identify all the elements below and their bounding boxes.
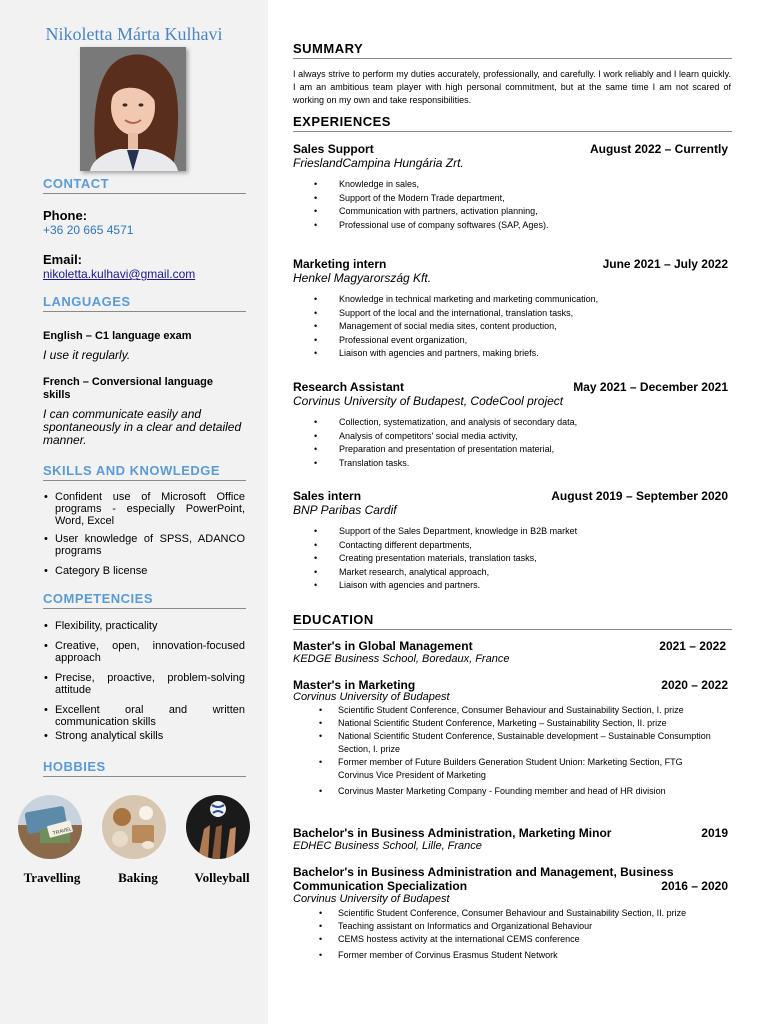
education-heading: EDUCATION <box>293 612 732 630</box>
phone-label: Phone: <box>43 208 88 223</box>
hobby-travelling: Travelling <box>23 870 81 885</box>
language-english-desc: I use it regularly. <box>43 348 131 362</box>
edu-date: 2021 – 2022 <box>659 639 726 653</box>
language-french: French – Conversional language skills <box>43 376 213 401</box>
list-item: • Knowledge in sales, <box>314 178 734 192</box>
language-english: English – C1 language exam <box>43 330 192 342</box>
list-item: • Teaching assistant on Informatics and Organizational Behaviour <box>314 920 719 933</box>
volleyball-image <box>186 795 250 859</box>
edu-title: Master's in Global Management <box>293 639 473 653</box>
list-item: • User knowledge of SPSS, ADANCO programs <box>43 533 245 557</box>
edu-bullets <box>314 907 719 962</box>
languages-heading: LANGUAGES <box>43 294 246 312</box>
list-item: • Creating presentation materials, translation tasks, <box>314 552 734 566</box>
baking-image <box>102 795 166 859</box>
list-item: • Flexibility, practicality <box>43 620 245 632</box>
email-link[interactable]: nikoletta.kulhavi@gmail.com <box>43 267 196 281</box>
job-org: FrieslandCampina Hungária Zrt. <box>293 156 464 170</box>
list-item: • Former member of Corvinus Erasmus Student Network <box>314 949 719 962</box>
edu-org: Corvinus University of Budapest <box>293 691 450 703</box>
job-bullets <box>314 416 734 470</box>
list-item: • Market research, analytical approach, <box>314 566 734 580</box>
job-bullets <box>314 525 734 593</box>
list-item: • Support of the local and the international, translation tasks, <box>314 307 734 321</box>
list-item: • Precise, proactive, problem-solving attitude <box>43 672 245 696</box>
edu-title-line2: Communication Specialization <box>293 879 468 893</box>
list-item: • Professional use of company softwares (SAP, Ages). <box>314 219 734 233</box>
list-item: • Excellent oral and written communication skills <box>43 704 245 728</box>
job-title: Sales Support <box>293 142 374 156</box>
edu-org: KEDGE Business School, Boredaux, France <box>293 653 510 665</box>
list-item: • Confident use of Microsoft Office programs - especially PowerPoint, Word, Excel <box>43 491 245 527</box>
job-org: Corvinus University of Budapest, CodeCool project <box>293 394 564 408</box>
phone-number[interactable]: +36 20 665 4571 <box>43 223 134 237</box>
list-item: • Scientific Student Conference, Consumer Behaviour and Sustainability Section, I. prize <box>314 704 719 717</box>
list-item: • Support of the Sales Department, knowledge in B2B market <box>314 525 734 539</box>
list-item: • National Scientific Student Conference, Marketing – Sustainability Section, II. prize <box>314 717 719 730</box>
candidate-name: Nikoletta Márta Kulhavi <box>45 24 223 44</box>
list-item: • Former member of Future Builders Generation Student Union: Marketing Section, FTG Corvinus Vice President of Marketing <box>314 756 719 782</box>
summary-heading: SUMMARY <box>293 41 732 59</box>
summary-text: I always strive to perform my duties accurately, professionally, and carefully. I work reliably and I learn quickly. I am an ambitious team player with high personal commitment, but at the same time I am not scared of working on my own and take responsibilities. <box>293 69 731 105</box>
edu-date: 2019 <box>701 826 728 840</box>
job-org: BNP Paribas Cardif <box>293 503 397 517</box>
list-item: • Preparation and presentation of presentation material, <box>314 443 734 457</box>
edu-title: Master's in Marketing <box>293 678 416 692</box>
list-item: • Communication with partners, activation planning, <box>314 205 734 219</box>
hobby-baking: Baking <box>118 870 158 885</box>
list-item: • Liaison with agencies and partners, making briefs. <box>314 347 734 361</box>
travelling-image <box>18 795 82 859</box>
job-title: Marketing intern <box>293 257 387 271</box>
edu-org: Corvinus University of Budapest <box>293 893 450 905</box>
list-item: • Professional event organization, <box>314 334 734 348</box>
list-item: • Liaison with agencies and partners. <box>314 579 734 593</box>
list-item: • Creative, open, innovation-focused approach <box>43 640 245 664</box>
list-item: • Management of social media sites, content production, <box>314 320 734 334</box>
edu-org: EDHEC Business School, Lille, France <box>293 840 482 852</box>
edu-date: 2020 – 2022 <box>661 678 728 692</box>
list-item: • Analysis of competitors' social media activity, <box>314 430 734 444</box>
competencies-heading: COMPETENCIES <box>43 591 246 609</box>
list-item: • Knowledge in technical marketing and marketing communication, <box>314 293 734 307</box>
job-date: May 2021 – December 2021 <box>573 380 728 394</box>
list-item: • Contacting different departments, <box>314 539 734 553</box>
list-item: • Translation tasks. <box>314 457 734 471</box>
edu-title: Bachelor's in Business Administration, Marketing Minor <box>293 826 612 840</box>
list-item: • Scientific Student Conference, Consumer Behaviour and Sustainability Section, II. prize <box>314 907 719 920</box>
hobby-volleyball: Volleyball <box>194 870 250 885</box>
competencies-list <box>43 620 245 742</box>
contact-heading: CONTACT <box>43 176 246 194</box>
job-bullets <box>314 178 734 232</box>
job-bullets <box>314 293 734 361</box>
language-french-desc: I can communicate easily and spontaneously in a clear and detailed manner. <box>43 407 242 447</box>
list-item: • Category B license <box>43 565 245 577</box>
list-item: • Support of the Modern Trade department, <box>314 192 734 206</box>
list-item: • National Scientific Student Conference, Sustainable development – Sustainable Consumption Section, I. prize <box>314 730 719 756</box>
edu-date: 2016 – 2020 <box>661 879 728 893</box>
email-label: Email: <box>43 252 83 267</box>
job-org: Henkel Magyarország Kft. <box>293 271 432 285</box>
job-date: August 2022 – Currently <box>589 142 728 156</box>
experiences-heading: EXPERIENCES <box>293 114 732 132</box>
profile-photo <box>80 47 186 171</box>
travel-tag-text: TRAVEL <box>52 826 73 837</box>
list-item: • Collection, systematization, and analysis of secondary data, <box>314 416 734 430</box>
job-date: August 2019 – September 2020 <box>551 489 728 503</box>
job-title: Sales intern <box>293 489 362 503</box>
list-item: • Strong analytical skills <box>43 730 245 742</box>
list-item: • Corvinus Master Marketing Company - Founding member and head of HR division <box>314 785 719 798</box>
list-item: • CEMS hostess activity at the international CEMS conference <box>314 933 719 946</box>
job-title: Research Assistant <box>293 380 404 394</box>
job-date: June 2021 – July 2022 <box>602 257 728 271</box>
skills-heading: SKILLS AND KNOWLEDGE <box>43 463 246 481</box>
edu-bullets <box>314 704 719 798</box>
skills-list <box>43 491 245 577</box>
edu-title-line1: Bachelor's in Business Administration and Management, Business <box>293 865 674 879</box>
hobbies-heading: HOBBIES <box>43 759 246 777</box>
